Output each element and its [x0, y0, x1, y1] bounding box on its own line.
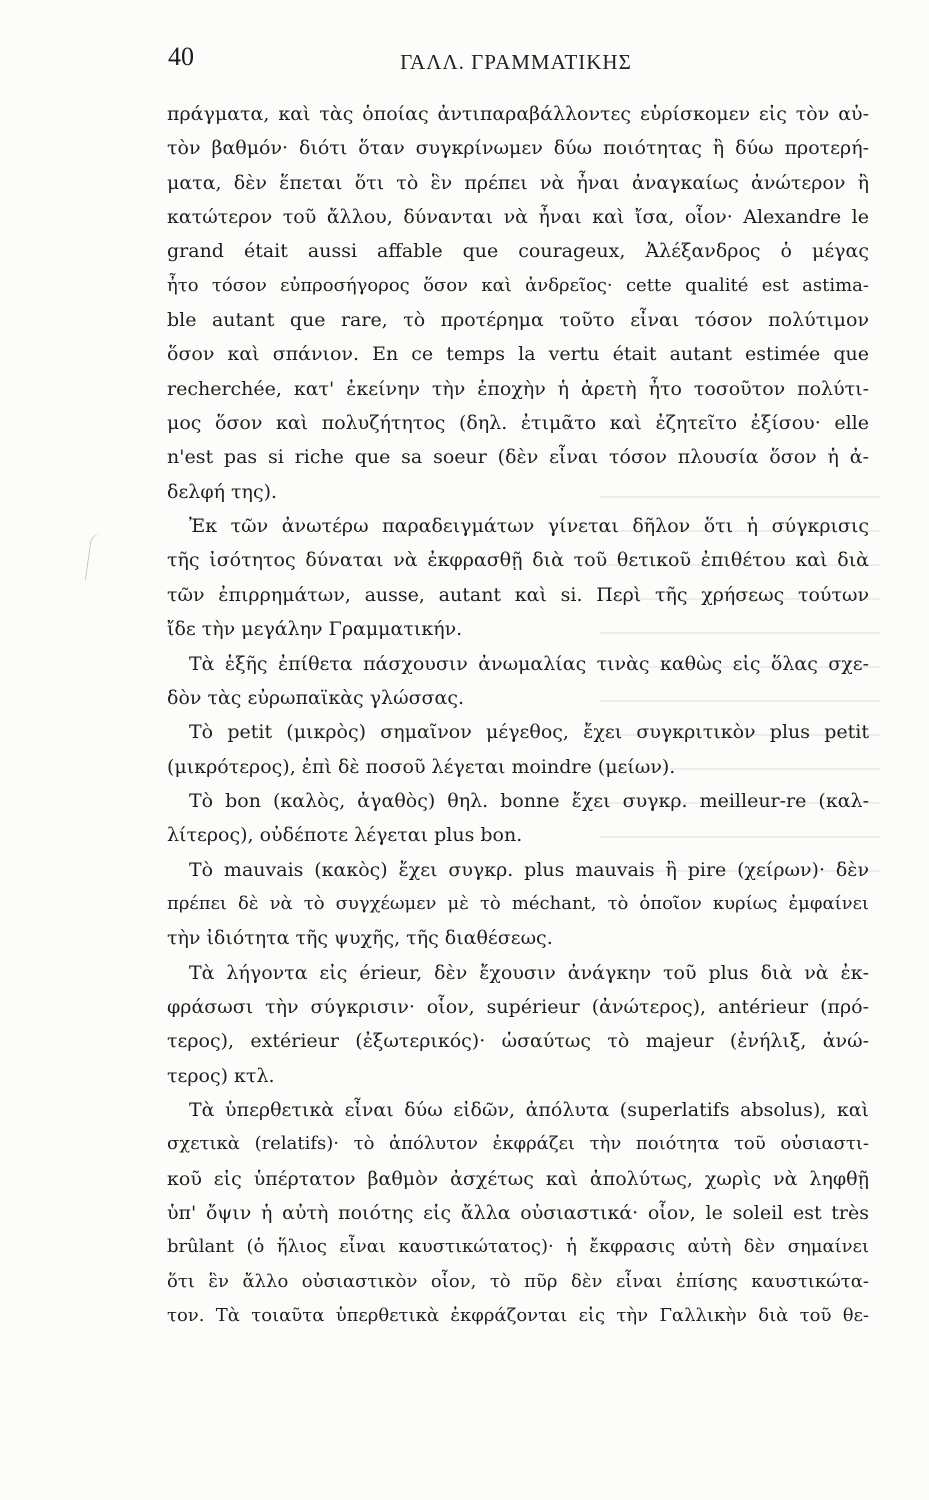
text-line: λίτερος), οὐδέποτε λέγεται plus bon. — [167, 824, 523, 847]
margin-pencil-mark — [85, 533, 110, 583]
page-header — [160, 40, 872, 90]
text-line: τον. Τὰ τοιαῦτα ὑπερθετικὰ ἐκφράζονται εἰς τὴν Γαλλικὴν διὰ τοῦ θε- — [167, 1305, 869, 1327]
running-head: ΓΑΛΛ. ΓΡΑΜΜΑΤΙΚΗΣ — [400, 50, 632, 74]
text-line: ὅτι ἓν ἄλλο οὐσιαστικὸν οἷον, τὸ πῦρ δὲν εἶναι ἐπίσης καυστικώτα- — [167, 1270, 869, 1292]
text-line: (μικρότερος), ἐπὶ δὲ ποσοῦ λέγεται moindre (μείων). — [167, 755, 676, 778]
text-line: ἴδε τὴν μεγάλην Γραμματικήν. — [167, 618, 463, 641]
text-line: τῶν ἐπιρρημάτων, ausse, autant καὶ si. Περὶ τῆς χρήσεως τούτων — [167, 583, 869, 606]
text-line: Ἐκ τῶν ἀνωτέρω παραδειγμάτων γίνεται δῆλον ὅτι ἡ σύγκρισις — [189, 515, 869, 538]
text-line: recherchée, κατ' ἐκείνην τὴν ἐποχὴν ἡ ἀρετὴ ἦτο τοσοῦτον πολύτι- — [167, 377, 869, 400]
text-line: n'est pas si riche que sa soeur (δὲν εἶναι τόσον πλουσία ὅσον ἡ ἀ- — [167, 446, 869, 469]
text-line: μος ὅσον καὶ πολυζήτητος (δηλ. ἐτιμᾶτο καὶ ἐζητεῖτο ἐξίσου· elle — [167, 412, 869, 435]
text-line: brûlant (ὁ ἥλιος εἶναι καυστικώτατος)· ἡ ἔκφρασις αὐτὴ δὲν σημαίνει — [167, 1236, 869, 1258]
text-line: Τὰ ὑπερθετικὰ εἶναι δύω εἰδῶν, ἀπόλυτα (superlatifs absolus), καὶ — [189, 1098, 869, 1121]
text-line: Τὰ λήγοντα εἰς érieur, δὲν ἔχουσιν ἀνάγκην τοῦ plus διὰ νὰ ἐκ- — [189, 961, 869, 984]
text-line: Τὸ mauvais (κακὸς) ἔχει συγκρ. plus mauvais ἢ pire (χείρων)· δὲν — [189, 858, 869, 881]
text-line: τὴν ἰδιότητα τῆς ψυχῆς, τῆς διαθέσεως. — [167, 927, 553, 950]
text-line: ble autant que rare, τὸ προτέρημα τοῦτο εἶναι τόσον πολύτιμον — [167, 309, 869, 332]
text-line: τερος) κτλ. — [167, 1064, 275, 1087]
text-line: ὑπ' ὄψιν ἡ αὐτὴ ποιότης εἰς ἄλλα οὐσιαστικά· οἷον, le soleil est très — [167, 1202, 869, 1224]
body-text — [167, 97, 869, 1333]
text-line: ματα, δὲν ἕπεται ὅτι τὸ ἓν πρέπει νὰ ἦναι ἀναγκαίως ἀνώτερον ἢ — [167, 171, 869, 194]
text-line: δὸν τὰς εὐρωπαϊκὰς γλώσσας. — [167, 686, 465, 709]
text-line: σχετικὰ (relatifs)· τὸ ἀπόλυτον ἐκφράζει τὴν ποιότητα τοῦ οὐσιαστι- — [167, 1133, 869, 1155]
text-line: ὅσον καὶ σπάνιον. En ce temps la vertu était autant estimée que — [167, 343, 869, 366]
text-line: κατώτερον τοῦ ἄλλου, δύνανται νὰ ἦναι καὶ ἴσα, οἷον· Alexandre le — [167, 206, 869, 229]
text-line: Τὸ bon (καλὸς, ἀγαθὸς) θηλ. bonne ἔχει συγκρ. meilleur-re (καλ- — [189, 789, 869, 812]
text-line: Τὸ petit (μικρὸς) σημαῖνον μέγεθος, ἔχει συγκριτικὸν plus petit — [189, 721, 869, 744]
text-line: τὸν βαθμόν· διότι ὅταν συγκρίνωμεν δύω ποιότητας ἢ δύω προτερή- — [167, 137, 869, 160]
text-line: πρέπει δὲ νὰ τὸ συγχέωμεν μὲ τὸ méchant, τὸ ὁποῖον κυρίως ἐμφαίνει — [167, 892, 869, 914]
text-line: δελφή της). — [167, 480, 278, 503]
text-line: ἦτο τόσον εὐπροσήγορος ὅσον καὶ ἀνδρεῖος· cette qualité est astima- — [167, 274, 869, 296]
text-line: κοῦ εἰς ὑπέρτατον βαθμὸν ἀσχέτως καὶ ἀπολύτως, χωρὶς νὰ ληφθῇ — [167, 1167, 869, 1190]
text-line: grand était aussi affable que courageux, Ἀλέξανδρος ὁ μέγας — [167, 240, 869, 263]
text-line: τῆς ἰσότητος δύναται νὰ ἐκφρασθῇ διὰ τοῦ θετικοῦ ἐπιθέτου καὶ διὰ — [167, 549, 869, 572]
text-line: τερος), extérieur (ἐξωτερικός)· ὡσαύτως τὸ majeur (ἐνήλιξ, ἀνώ- — [167, 1030, 869, 1053]
text-line: φράσωσι τὴν σύγκρισιν· οἷον, supérieur (ἀνώτερος), antérieur (πρό- — [167, 995, 869, 1018]
text-line: πράγματα, καὶ τὰς ὁποίας ἀντιπαραβάλλοντες εὑρίσκομεν εἰς τὸν αὐ- — [167, 103, 869, 125]
page-number: 40 — [168, 42, 194, 71]
text-line: Τὰ ἑξῆς ἐπίθετα πάσχουσιν ἀνωμαλίας τινὰς καθὼς εἰς ὅλας σχε- — [189, 652, 869, 675]
